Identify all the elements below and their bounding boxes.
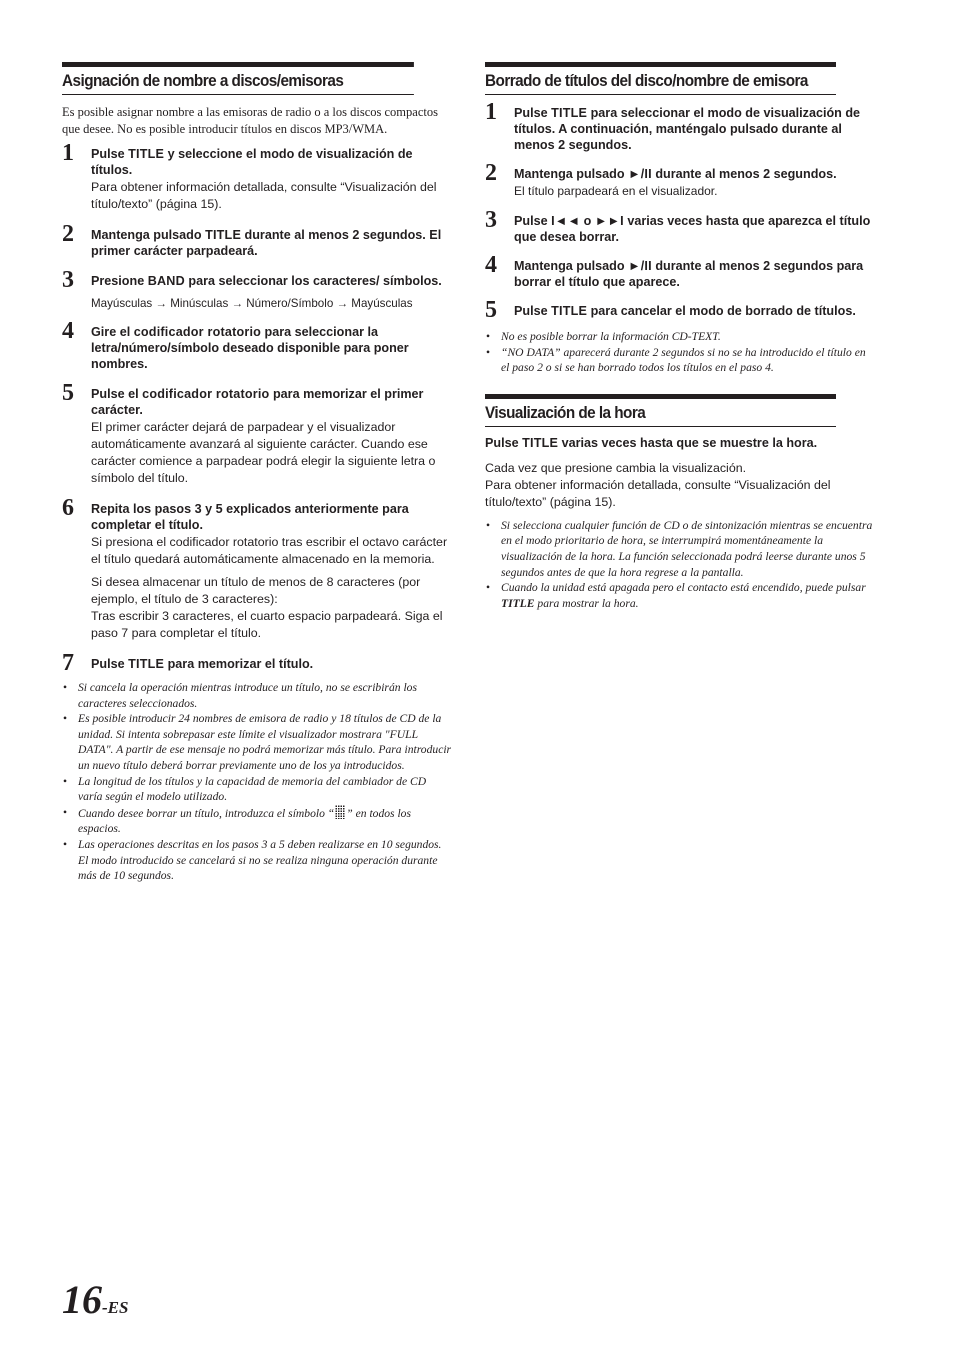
key-label: TITLE: [205, 228, 242, 242]
step-heading: Pulse TITLE para cancelar el modo de borrado de títulos.: [514, 304, 856, 318]
section-title-delete: Borrado de títulos del disco/nombre de emisora: [485, 62, 836, 95]
notes-list: [485, 329, 875, 376]
step-4: [62, 318, 453, 372]
step-number: 1: [62, 140, 74, 166]
key-label: TITLE: [128, 147, 165, 161]
step-number: 4: [62, 318, 74, 344]
step-number: 3: [62, 267, 74, 293]
key-label: TITLE: [501, 596, 535, 610]
step-body: Para obtener información detallada, consulte “Visualización del título/texto” (página 15).: [91, 180, 437, 211]
key-label: codificador rotatorio: [169, 535, 279, 549]
section-title-wrap: [485, 62, 875, 95]
time-instruction: Pulse TITLE varias veces hasta que se muestre la hora.: [485, 435, 818, 450]
step-heading: Pulse TITLE y seleccione el modo de visualización de títulos.: [91, 147, 413, 177]
notes-list: [62, 680, 453, 884]
left-column: [62, 62, 453, 884]
key-label: codificador rotatorio: [133, 325, 262, 339]
step-5: [62, 380, 453, 487]
page-language-suffix: -ES: [102, 1298, 129, 1317]
key-label: TITLE: [551, 106, 588, 120]
step-heading: Pulse I◄◄ o ►►I varias veces hasta que aparezca el título que desea borrar.: [514, 214, 871, 244]
key-label: TITLE: [551, 304, 588, 318]
time-body-2: Para obtener información detallada, consulte “Visualización del título/texto” (página 15).: [485, 477, 831, 509]
intro-text: Es posible asignar nombre a las emisoras de radio o a los discos compactos que desee. No es posible introducir títulos en discos MP3/WMA.: [62, 105, 438, 136]
step-body-3: Tras escribir 3 caracteres, el cuarto espacio parpadeará. Siga el paso 7 para completar el título.: [91, 609, 443, 640]
step-number: 5: [485, 297, 497, 323]
step-1: [485, 99, 875, 153]
key-label: TITLE: [522, 435, 559, 450]
previous-key: I◄◄: [551, 214, 581, 228]
note-item: • Si cancela la operación mientras introduce un título, no se escribirán los caracteres seleccionados.: [62, 680, 453, 711]
step-number: 7: [62, 650, 74, 676]
step-body: El título parpadeará en el visualizador.: [514, 184, 718, 198]
step-2: [62, 221, 453, 259]
section-title-wrap: [485, 394, 875, 427]
step-heading: Pulse TITLE para memorizar el título.: [91, 657, 314, 671]
step-number: 2: [62, 221, 74, 247]
note-item: • Cuando desee borrar un título, introduzca el símbolo “ ” en todos los espacios.: [62, 805, 453, 837]
note-item: • “NO DATA” aparecerá durante 2 segundos si no se ha introducido el título en el paso 2 o si se han borrado todos los títulos en el paso 4.: [485, 345, 875, 376]
step-number: 1: [485, 99, 497, 125]
step-number: 3: [485, 207, 497, 233]
note-item: • Cuando la unidad está apagada pero el contacto está encendido, puede pulsar TITLE para mostrar la hora.: [485, 580, 875, 611]
step-heading: Repita los pasos 3 y 5 explicados anteriormente para completar el título.: [91, 502, 409, 532]
step-5: [485, 297, 875, 323]
step-heading: Pulse el codificador rotatorio para memorizar el primer carácter.: [91, 387, 424, 417]
step-7: [62, 650, 453, 676]
step-body: Si presiona el codificador rotatorio tras escribir el octavo carácter el título quedará automáticamente almacenado en la memoria.: [91, 535, 448, 566]
step-body-2: Si desea almacenar un título de menos de 8 caracteres (por ejemplo, el título de 3 caracteres):: [91, 575, 421, 606]
play-pause-key: ►/II: [628, 259, 652, 273]
step-heading: Mantenga pulsado TITLE durante al menos 2 segundos. El primer carácter parpadeará.: [91, 228, 442, 258]
step-heading: Presione BAND para seleccionar los caracteres/ símbolos.: [91, 274, 442, 288]
step-heading: Gire el codificador rotatorio para seleccionar la letra/número/símbolo deseado disponible para poner nombres.: [91, 325, 409, 371]
section-title-naming: Asignación de nombre a discos/emisoras: [62, 62, 414, 95]
space-symbol-icon: [335, 805, 345, 819]
step-heading: Mantenga pulsado ►/II durante al menos 2 segundos.: [514, 167, 837, 181]
step-number: 6: [62, 495, 74, 521]
key-label: codificador rotatorio: [142, 387, 270, 401]
note-item: • Es posible introducir 24 nombres de emisora de radio y 18 títulos de CD de la unidad. Si intenta sobrepasar este límite el visualizador mostrara "FULL DATA". A partir de ese mensaje no podrá memorizar más título. Para introducir un nuevo título deberá borrar previamente uno de los ya introducidos.: [62, 711, 453, 773]
step-number: 4: [485, 252, 497, 278]
step-2: [485, 160, 875, 200]
page-number-value: 16: [62, 1277, 102, 1322]
step-number: 5: [62, 380, 74, 406]
note-item: • Si selecciona cualquier función de CD o de sintonización mientras se encuentra en el modo prioritario de hora, se interrumpirá momentáneamente la visualización de la hora. La función seleccionada podrá leerse durante unos 5 segundos antes de que la hora regrese a la pantalla.: [485, 518, 875, 580]
step-body: El primer carácter dejará de parpadear y el visualizador automáticamente avanzará al siguiente carácter. Cuando ese carácter comience a parpadear podrá elegir la siguiente letra o símbolo del título.: [91, 420, 436, 485]
note-item: • No es posible borrar la información CD-TEXT.: [485, 329, 875, 345]
step-4: [485, 252, 875, 290]
step-3: [485, 207, 875, 245]
key-label: TITLE: [128, 657, 165, 671]
page-number: [62, 1276, 128, 1323]
step-heading: Mantenga pulsado ►/II durante al menos 2 segundos para borrar el título que aparece.: [514, 259, 864, 289]
next-key: ►►I: [594, 214, 624, 228]
note-item: • Las operaciones descritas en los pasos 3 a 5 deben realizarse en 10 segundos. El modo introducido se cancelará si no se realiza ninguna operación durante más de 10 segundos.: [62, 837, 453, 884]
note-item: • La longitud de los títulos y la capacidad de memoria del cambiador de CD varía según el modelo utilizado.: [62, 774, 453, 805]
step-6: [62, 495, 453, 642]
step-body: Mayúsculas → Minúsculas → Número/Símbolo → Mayúsculas: [91, 297, 413, 310]
key-label: BAND: [147, 274, 185, 288]
section-title-time: Visualización de la hora: [485, 394, 836, 427]
section-title-wrap: [62, 62, 453, 95]
step-3: [62, 267, 453, 312]
time-body-1: Cada vez que presione cambia la visualización.: [485, 460, 747, 475]
step-number: 2: [485, 160, 497, 186]
play-pause-key: ►/II: [628, 167, 652, 181]
right-column: [485, 62, 875, 611]
step-heading: Pulse TITLE para seleccionar el modo de visualización de títulos. A continuación, manténgalo pulsado durante al menos 2 segundos.: [514, 106, 861, 152]
step-1: [62, 140, 453, 213]
time-notes-list: [485, 518, 875, 612]
